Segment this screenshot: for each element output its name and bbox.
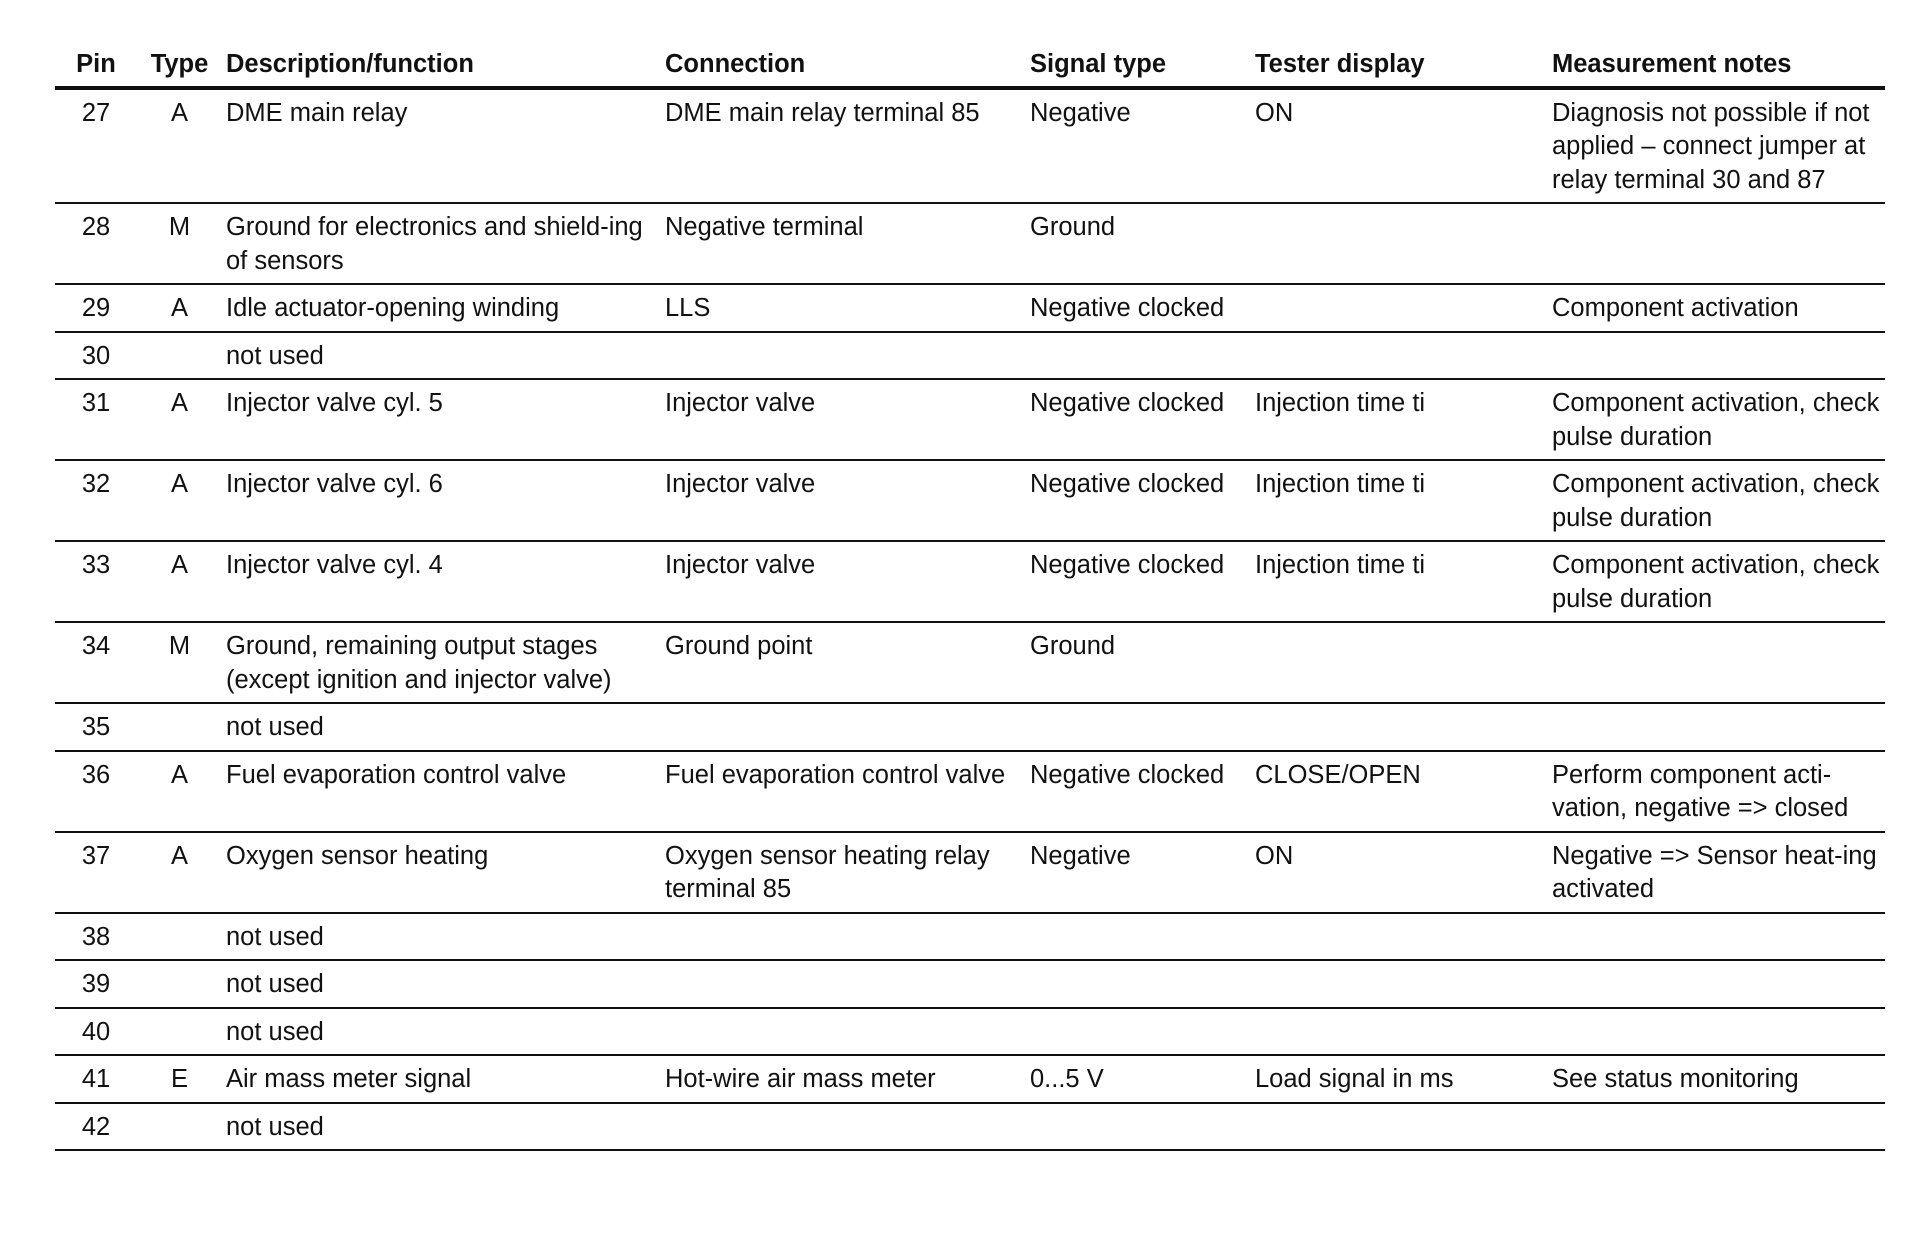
cell-type (137, 1103, 222, 1151)
cell-description: not used (222, 332, 661, 380)
cell-description: Injector valve cyl. 6 (222, 460, 661, 541)
cell-connection: Hot-wire air mass meter (661, 1055, 1026, 1103)
cell-notes: Diagnosis not possible if not applied – connect jumper at relay terminal 30 and 87 (1548, 88, 1885, 204)
table-row (55, 203, 1885, 284)
cell-connection: Injector valve (661, 541, 1026, 622)
cell-connection: DME main relay terminal 85 (661, 88, 1026, 204)
cell-tester-display: CLOSE/OPEN (1251, 751, 1548, 832)
cell-signal-type: Ground (1026, 203, 1251, 284)
header-pin: Pin (55, 38, 137, 88)
cell-connection (661, 913, 1026, 961)
cell-connection: Negative terminal (661, 203, 1026, 284)
cell-description: not used (222, 913, 661, 961)
cell-tester-display: Injection time ti (1251, 541, 1548, 622)
cell-pin: 29 (55, 284, 137, 332)
cell-pin: 42 (55, 1103, 137, 1151)
header-signal-type: Signal type (1026, 38, 1251, 88)
cell-tester-display (1251, 622, 1548, 703)
cell-notes (1548, 1008, 1885, 1056)
cell-pin: 35 (55, 703, 137, 751)
cell-type: A (137, 88, 222, 204)
cell-type: A (137, 541, 222, 622)
cell-type: E (137, 1055, 222, 1103)
cell-signal-type (1026, 1103, 1251, 1151)
cell-connection: Oxygen sensor heating relay terminal 85 (661, 832, 1026, 913)
cell-pin: 31 (55, 379, 137, 460)
cell-description: not used (222, 703, 661, 751)
cell-type (137, 332, 222, 380)
cell-pin: 36 (55, 751, 137, 832)
table-row (55, 960, 1885, 1008)
cell-description: Fuel evaporation control valve (222, 751, 661, 832)
cell-tester-display: ON (1251, 832, 1548, 913)
cell-pin: 39 (55, 960, 137, 1008)
table-row (55, 832, 1885, 913)
cell-connection (661, 1008, 1026, 1056)
cell-notes (1548, 960, 1885, 1008)
cell-notes (1548, 203, 1885, 284)
table-row (55, 622, 1885, 703)
cell-tester-display (1251, 203, 1548, 284)
cell-description: not used (222, 960, 661, 1008)
cell-description: DME main relay (222, 88, 661, 204)
cell-tester-display (1251, 913, 1548, 961)
header-description: Description/function (222, 38, 661, 88)
cell-signal-type: Negative clocked (1026, 284, 1251, 332)
cell-notes: Perform component acti-vation, negative => closed (1548, 751, 1885, 832)
table-row (55, 1008, 1885, 1056)
cell-description: Injector valve cyl. 4 (222, 541, 661, 622)
cell-connection: LLS (661, 284, 1026, 332)
table-row (55, 541, 1885, 622)
table-header (55, 38, 1885, 88)
cell-tester-display (1251, 960, 1548, 1008)
cell-signal-type (1026, 960, 1251, 1008)
cell-pin: 32 (55, 460, 137, 541)
header-row (55, 38, 1885, 88)
table-row (55, 284, 1885, 332)
cell-tester-display (1251, 703, 1548, 751)
cell-type: A (137, 460, 222, 541)
cell-notes (1548, 332, 1885, 380)
cell-signal-type: Negative clocked (1026, 751, 1251, 832)
table-row (55, 1103, 1885, 1151)
header-type: Type (137, 38, 222, 88)
cell-description: not used (222, 1103, 661, 1151)
cell-notes (1548, 913, 1885, 961)
cell-signal-type: Ground (1026, 622, 1251, 703)
cell-signal-type: 0...5 V (1026, 1055, 1251, 1103)
pin-assignment-page (55, 38, 1885, 1151)
cell-type: A (137, 284, 222, 332)
cell-type: A (137, 379, 222, 460)
cell-description: Idle actuator-opening winding (222, 284, 661, 332)
table-row (55, 913, 1885, 961)
cell-notes: See status monitoring (1548, 1055, 1885, 1103)
cell-type: A (137, 832, 222, 913)
cell-connection: Fuel evaporation control valve (661, 751, 1026, 832)
cell-description: Injector valve cyl. 5 (222, 379, 661, 460)
cell-signal-type: Negative clocked (1026, 460, 1251, 541)
cell-connection: Injector valve (661, 379, 1026, 460)
cell-type: M (137, 203, 222, 284)
table-row (55, 751, 1885, 832)
header-connection: Connection (661, 38, 1026, 88)
cell-notes (1548, 1103, 1885, 1151)
cell-tester-display: Injection time ti (1251, 379, 1548, 460)
cell-notes: Component activation, check pulse duration (1548, 541, 1885, 622)
cell-pin: 33 (55, 541, 137, 622)
cell-connection (661, 960, 1026, 1008)
cell-pin: 37 (55, 832, 137, 913)
cell-type: A (137, 751, 222, 832)
cell-pin: 34 (55, 622, 137, 703)
cell-connection (661, 332, 1026, 380)
cell-signal-type: Negative (1026, 88, 1251, 204)
table-row (55, 703, 1885, 751)
table-row (55, 379, 1885, 460)
cell-pin: 28 (55, 203, 137, 284)
cell-notes: Component activation (1548, 284, 1885, 332)
pin-assignment-table (55, 38, 1885, 1151)
cell-pin: 27 (55, 88, 137, 204)
cell-tester-display: Injection time ti (1251, 460, 1548, 541)
cell-signal-type (1026, 332, 1251, 380)
cell-signal-type (1026, 913, 1251, 961)
header-measurement-notes: Measurement notes (1548, 38, 1885, 88)
cell-description: Ground for electronics and shield-ing of sensors (222, 203, 661, 284)
cell-pin: 41 (55, 1055, 137, 1103)
cell-description: Oxygen sensor heating (222, 832, 661, 913)
cell-connection (661, 1103, 1026, 1151)
cell-pin: 38 (55, 913, 137, 961)
cell-description: Air mass meter signal (222, 1055, 661, 1103)
cell-signal-type: Negative clocked (1026, 541, 1251, 622)
cell-description: not used (222, 1008, 661, 1056)
cell-connection: Injector valve (661, 460, 1026, 541)
cell-tester-display: Load signal in ms (1251, 1055, 1548, 1103)
table-row (55, 332, 1885, 380)
cell-notes: Negative => Sensor heat-ing activated (1548, 832, 1885, 913)
table-body (55, 88, 1885, 1151)
table-row (55, 1055, 1885, 1103)
cell-type: M (137, 622, 222, 703)
cell-signal-type (1026, 1008, 1251, 1056)
header-tester-display: Tester display (1251, 38, 1548, 88)
cell-description: Ground, remaining output stages (except ignition and injector valve) (222, 622, 661, 703)
cell-notes (1548, 703, 1885, 751)
cell-tester-display: ON (1251, 88, 1548, 204)
cell-notes (1548, 622, 1885, 703)
cell-tester-display (1251, 1103, 1548, 1151)
cell-type (137, 960, 222, 1008)
table-row (55, 460, 1885, 541)
cell-signal-type: Negative (1026, 832, 1251, 913)
cell-connection: Ground point (661, 622, 1026, 703)
cell-signal-type: Negative clocked (1026, 379, 1251, 460)
cell-type (137, 1008, 222, 1056)
cell-type (137, 703, 222, 751)
table-row (55, 88, 1885, 204)
cell-tester-display (1251, 1008, 1548, 1056)
cell-connection (661, 703, 1026, 751)
cell-type (137, 913, 222, 961)
cell-notes: Component activation, check pulse duration (1548, 379, 1885, 460)
cell-tester-display (1251, 284, 1548, 332)
cell-pin: 30 (55, 332, 137, 380)
cell-tester-display (1251, 332, 1548, 380)
cell-pin: 40 (55, 1008, 137, 1056)
cell-signal-type (1026, 703, 1251, 751)
cell-notes: Component activation, check pulse duration (1548, 460, 1885, 541)
